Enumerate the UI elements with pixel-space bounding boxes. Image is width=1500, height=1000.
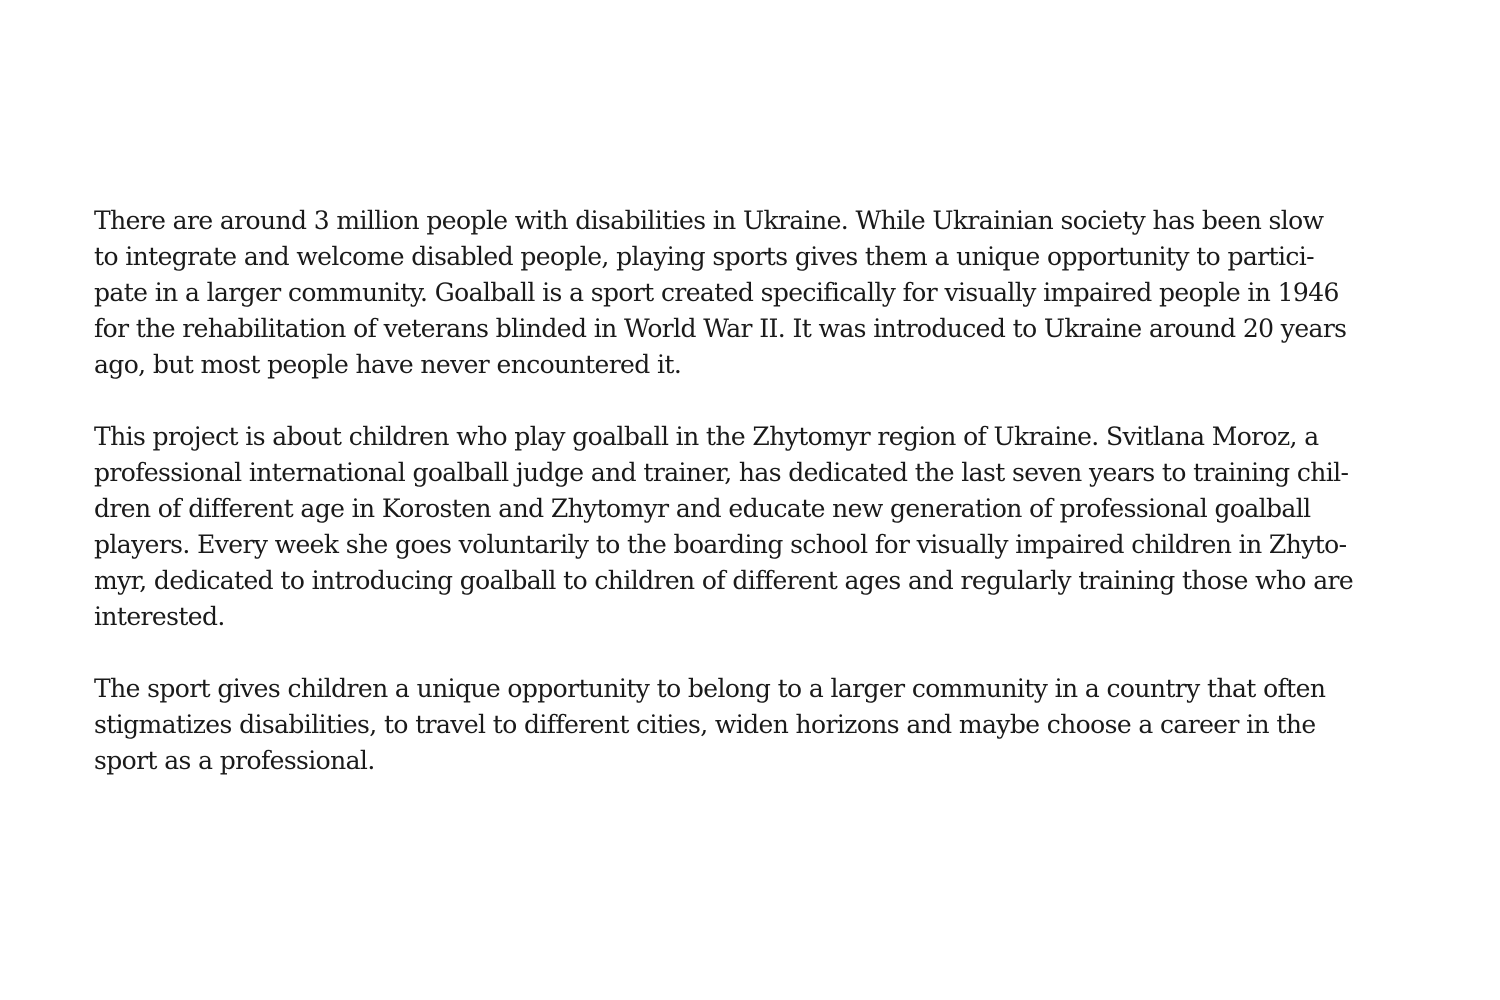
body-text — [94, 203, 1414, 779]
text-line: to integrate and welcome disabled people, playing sports gives them a unique opportunity to partici- — [94, 242, 1315, 271]
text-line: interested. — [94, 602, 225, 631]
text-line: stigmatizes disabilities, to travel to different cities, widen horizons and maybe choose a career in the — [94, 710, 1316, 739]
paragraph-spacer — [94, 383, 1414, 419]
text-line: professional international goalball judge and trainer, has dedicated the last seven years to training chil- — [94, 458, 1349, 487]
text-line: There are around 3 million people with disabilities in Ukraine. While Ukrainian society has been slow — [94, 206, 1324, 235]
text-line: pate in a larger community. Goalball is a sport created specifically for visually impaired people in 1946 — [94, 278, 1339, 307]
text-line: sport as a professional. — [94, 746, 375, 775]
text-line: players. Every week she goes voluntarily to the boarding school for visually impaired children in Zhyto- — [94, 530, 1347, 559]
text-line: The sport gives children a unique opportunity to belong to a larger community in a country that often — [94, 674, 1326, 703]
text-line: myr, dedicated to introducing goalball to children of different ages and regularly training those who are — [94, 566, 1354, 595]
paragraph-spacer — [94, 635, 1414, 671]
paragraph-conclusion — [94, 671, 1414, 779]
text-line: This project is about children who play goalball in the Zhytomyr region of Ukraine. Svitlana Moroz, a — [94, 422, 1319, 451]
text-line: for the rehabilitation of veterans blinded in World War II. It was introduced to Ukraine around 20 years — [94, 314, 1347, 343]
paragraph-project — [94, 419, 1414, 635]
text-line: ago, but most people have never encountered it. — [94, 350, 682, 379]
text-line: dren of different age in Korosten and Zhytomyr and educate new generation of professional goalball — [94, 494, 1311, 523]
paragraph-intro — [94, 203, 1414, 383]
